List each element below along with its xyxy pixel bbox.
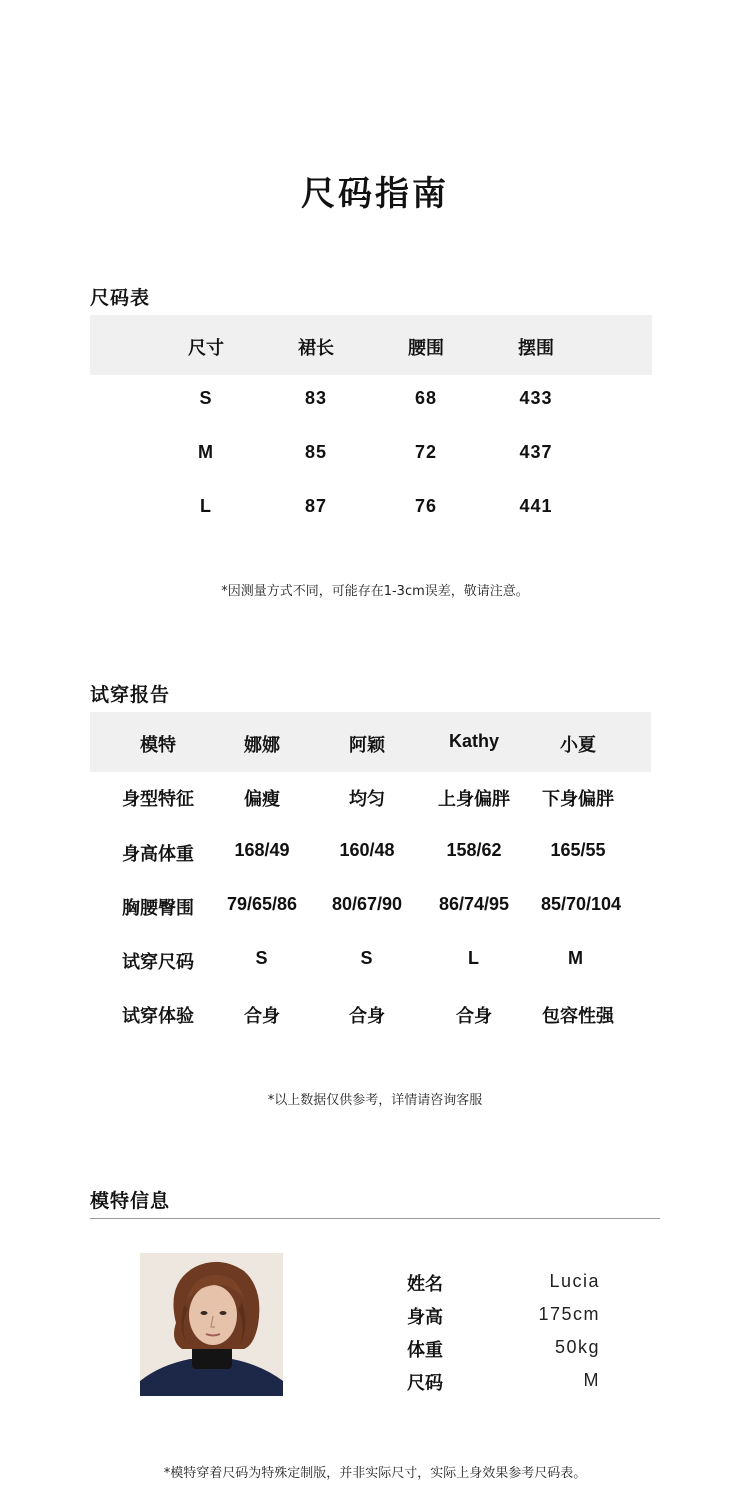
try-on-row-label: 试穿体验 <box>122 1006 194 1027</box>
size-table-cell: M <box>198 442 214 462</box>
try-on-header: 模特 <box>140 735 176 756</box>
try-on-cell: 79/65/86 <box>226 894 298 914</box>
size-table-header: 裙长 <box>298 338 334 359</box>
model-photo <box>140 1253 283 1396</box>
try-on-heading: 试穿报告 <box>90 684 171 706</box>
size-table-cell: 83 <box>304 388 328 408</box>
try-on-row-label: 胸腰臀围 <box>122 898 194 919</box>
try-on-cell: 下身偏胖 <box>542 789 614 810</box>
size-table-header: 摆围 <box>518 338 554 359</box>
size-table-header: 腰围 <box>408 338 444 359</box>
try-on-cell: 合身 <box>456 1006 492 1027</box>
page-title: 尺码指南 <box>301 174 449 214</box>
size-table-cell: L <box>200 496 212 516</box>
model-weight-value: 50kg <box>554 1337 600 1357</box>
try-on-row-label: 身型特征 <box>122 789 194 810</box>
try-on-cell: S <box>360 948 374 968</box>
try-on-row-label: 身高体重 <box>122 844 194 865</box>
try-on-cell: 偏瘦 <box>244 789 280 810</box>
try-on-cell: 85/70/104 <box>540 894 622 914</box>
try-on-cell: 80/67/90 <box>331 894 403 914</box>
size-table-cell: 72 <box>414 442 438 462</box>
try-on-cell: S <box>255 948 269 968</box>
model-height-label: 身高 <box>407 1307 443 1328</box>
divider <box>90 1218 660 1219</box>
model-size-value: M <box>583 1370 600 1390</box>
model-weight-label: 体重 <box>407 1340 443 1361</box>
try-on-header: Kathy <box>448 731 499 751</box>
try-on-cell: 合身 <box>244 1006 280 1027</box>
try-on-cell: 包容性强 <box>542 1006 614 1027</box>
size-table-cell: S <box>199 388 213 408</box>
try-on-cell: 158/62 <box>446 840 502 860</box>
model-info-note: *模特穿着尺码为特殊定制版，并非实际尺寸，实际上身效果参考尺码表。 <box>163 1466 587 1481</box>
try-on-header: 小夏 <box>560 735 596 756</box>
model-info-heading: 模特信息 <box>90 1190 171 1212</box>
size-table-cell: 441 <box>519 496 553 516</box>
try-on-row-label: 试穿尺码 <box>122 952 194 973</box>
size-table-header: 尺寸 <box>188 338 224 359</box>
try-on-cell: 合身 <box>349 1006 385 1027</box>
try-on-cell: 86/74/95 <box>438 894 510 914</box>
try-on-cell: 168/49 <box>234 840 290 860</box>
size-table-cell: 68 <box>414 388 438 408</box>
try-on-cell: 165/55 <box>550 840 606 860</box>
try-on-header: 阿颖 <box>349 735 385 756</box>
model-name-value: Lucia <box>549 1271 600 1291</box>
try-on-cell: 上身偏胖 <box>438 789 510 810</box>
size-table-cell: 437 <box>519 442 553 462</box>
size-table-heading: 尺码表 <box>90 287 151 309</box>
try-on-header: 娜娜 <box>244 735 280 756</box>
size-table-cell: 87 <box>304 496 328 516</box>
size-table-cell: 433 <box>519 388 553 408</box>
size-table-note: *因测量方式不同，可能存在1-3cm误差，敬请注意。 <box>221 584 529 599</box>
model-name-label: 姓名 <box>407 1274 443 1295</box>
try-on-cell: 均匀 <box>349 789 385 810</box>
try-on-cell: 160/48 <box>339 840 395 860</box>
size-table-cell: 76 <box>414 496 438 516</box>
model-height-value: 175cm <box>538 1304 600 1324</box>
try-on-cell: M <box>568 948 584 968</box>
size-table-cell: 85 <box>304 442 328 462</box>
model-size-label: 尺码 <box>407 1373 443 1394</box>
try-on-cell: L <box>468 948 480 968</box>
try-on-note: *以上数据仅供参考，详情请咨询客服 <box>267 1093 483 1108</box>
